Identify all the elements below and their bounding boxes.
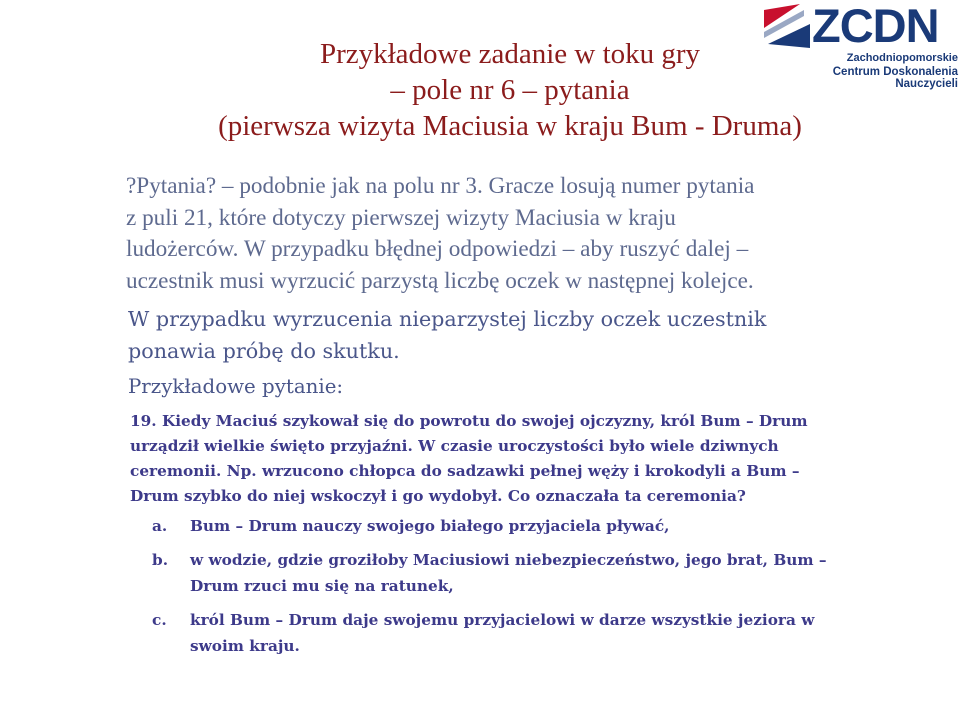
question-line-2: urządził wielkie święto przyjaźni. W czasie uroczystości było wiele dziwnych — [130, 437, 779, 455]
intro-line-1: ?Pytania? – podobnie jak na polu nr 3. Gracze losują numer pytania — [126, 173, 755, 199]
answer-c — [152, 607, 932, 659]
answer-a — [152, 513, 932, 539]
intro-line-3: ludożerców. W przypadku błędnej odpowiedzi – aby ruszyć dalej – — [126, 236, 749, 262]
answer-b — [152, 547, 932, 599]
slide-title — [140, 36, 880, 144]
title-line-3: (pierwsza wizyta Maciusia w kraju Bum - Druma) — [218, 110, 802, 142]
logo-subtitle-2: Centrum Doskonalenia Nauczycieli — [832, 66, 958, 90]
question-text — [130, 409, 930, 509]
answer-list — [152, 513, 932, 667]
title-line-2: – pole nr 6 – pytania — [390, 74, 630, 106]
title-line-1: Przykładowe zadanie w toku gry — [319, 38, 701, 70]
intro-paragraph — [126, 171, 916, 297]
question-line-1: 19. Kiedy Maciuś szykował się do powrotu do swojej ojczyzny, król Bum – Drum — [130, 412, 808, 430]
answer-letter: a. — [152, 517, 168, 535]
answer-line: Bum – Drum nauczy swojego białego przyjaciela pływać, — [190, 517, 670, 535]
retry-paragraph — [128, 303, 918, 367]
retry-line-1: W przypadku wyrzucenia nieparzystej liczby oczek uczestnik — [128, 307, 767, 331]
retry-line-2: ponawia próbę do skutku. — [128, 339, 400, 363]
intro-line-4: uczestnik musi wyrzucić parzystą liczbę oczek w następnej kolejce. — [126, 267, 754, 294]
logo-text: ZCDN — [812, 0, 939, 52]
answer-line: w wodzie, gdzie groziłoby Maciusiowi niebezpieczeństwo, jego brat, Bum – — [190, 551, 827, 569]
answer-line: Drum rzuci mu się na ratunek, — [190, 577, 454, 595]
question-line-4: Drum szybko do niej wskoczył i go wydobył. Co oznaczała ta ceremonia? — [130, 487, 746, 505]
intro-line-2: z puli 21, które dotyczy pierwszej wizyty Maciusia w kraju — [126, 204, 676, 231]
answer-letter: b. — [152, 551, 169, 569]
answer-line: król Bum – Drum daje swojemu przyjacielowi w darze wszystkie jeziora w — [190, 611, 815, 629]
example-label: Przykładowe pytanie: — [128, 375, 344, 398]
answer-letter: c. — [152, 611, 167, 629]
question-line-3: ceremonii. Np. wrzucono chłopca do sadzawki pełnej węży i krokodyli a Bum – — [130, 462, 800, 480]
answer-line: swoim kraju. — [190, 637, 300, 655]
logo-subtitle-1: Zachodniopomorskie — [846, 52, 958, 64]
